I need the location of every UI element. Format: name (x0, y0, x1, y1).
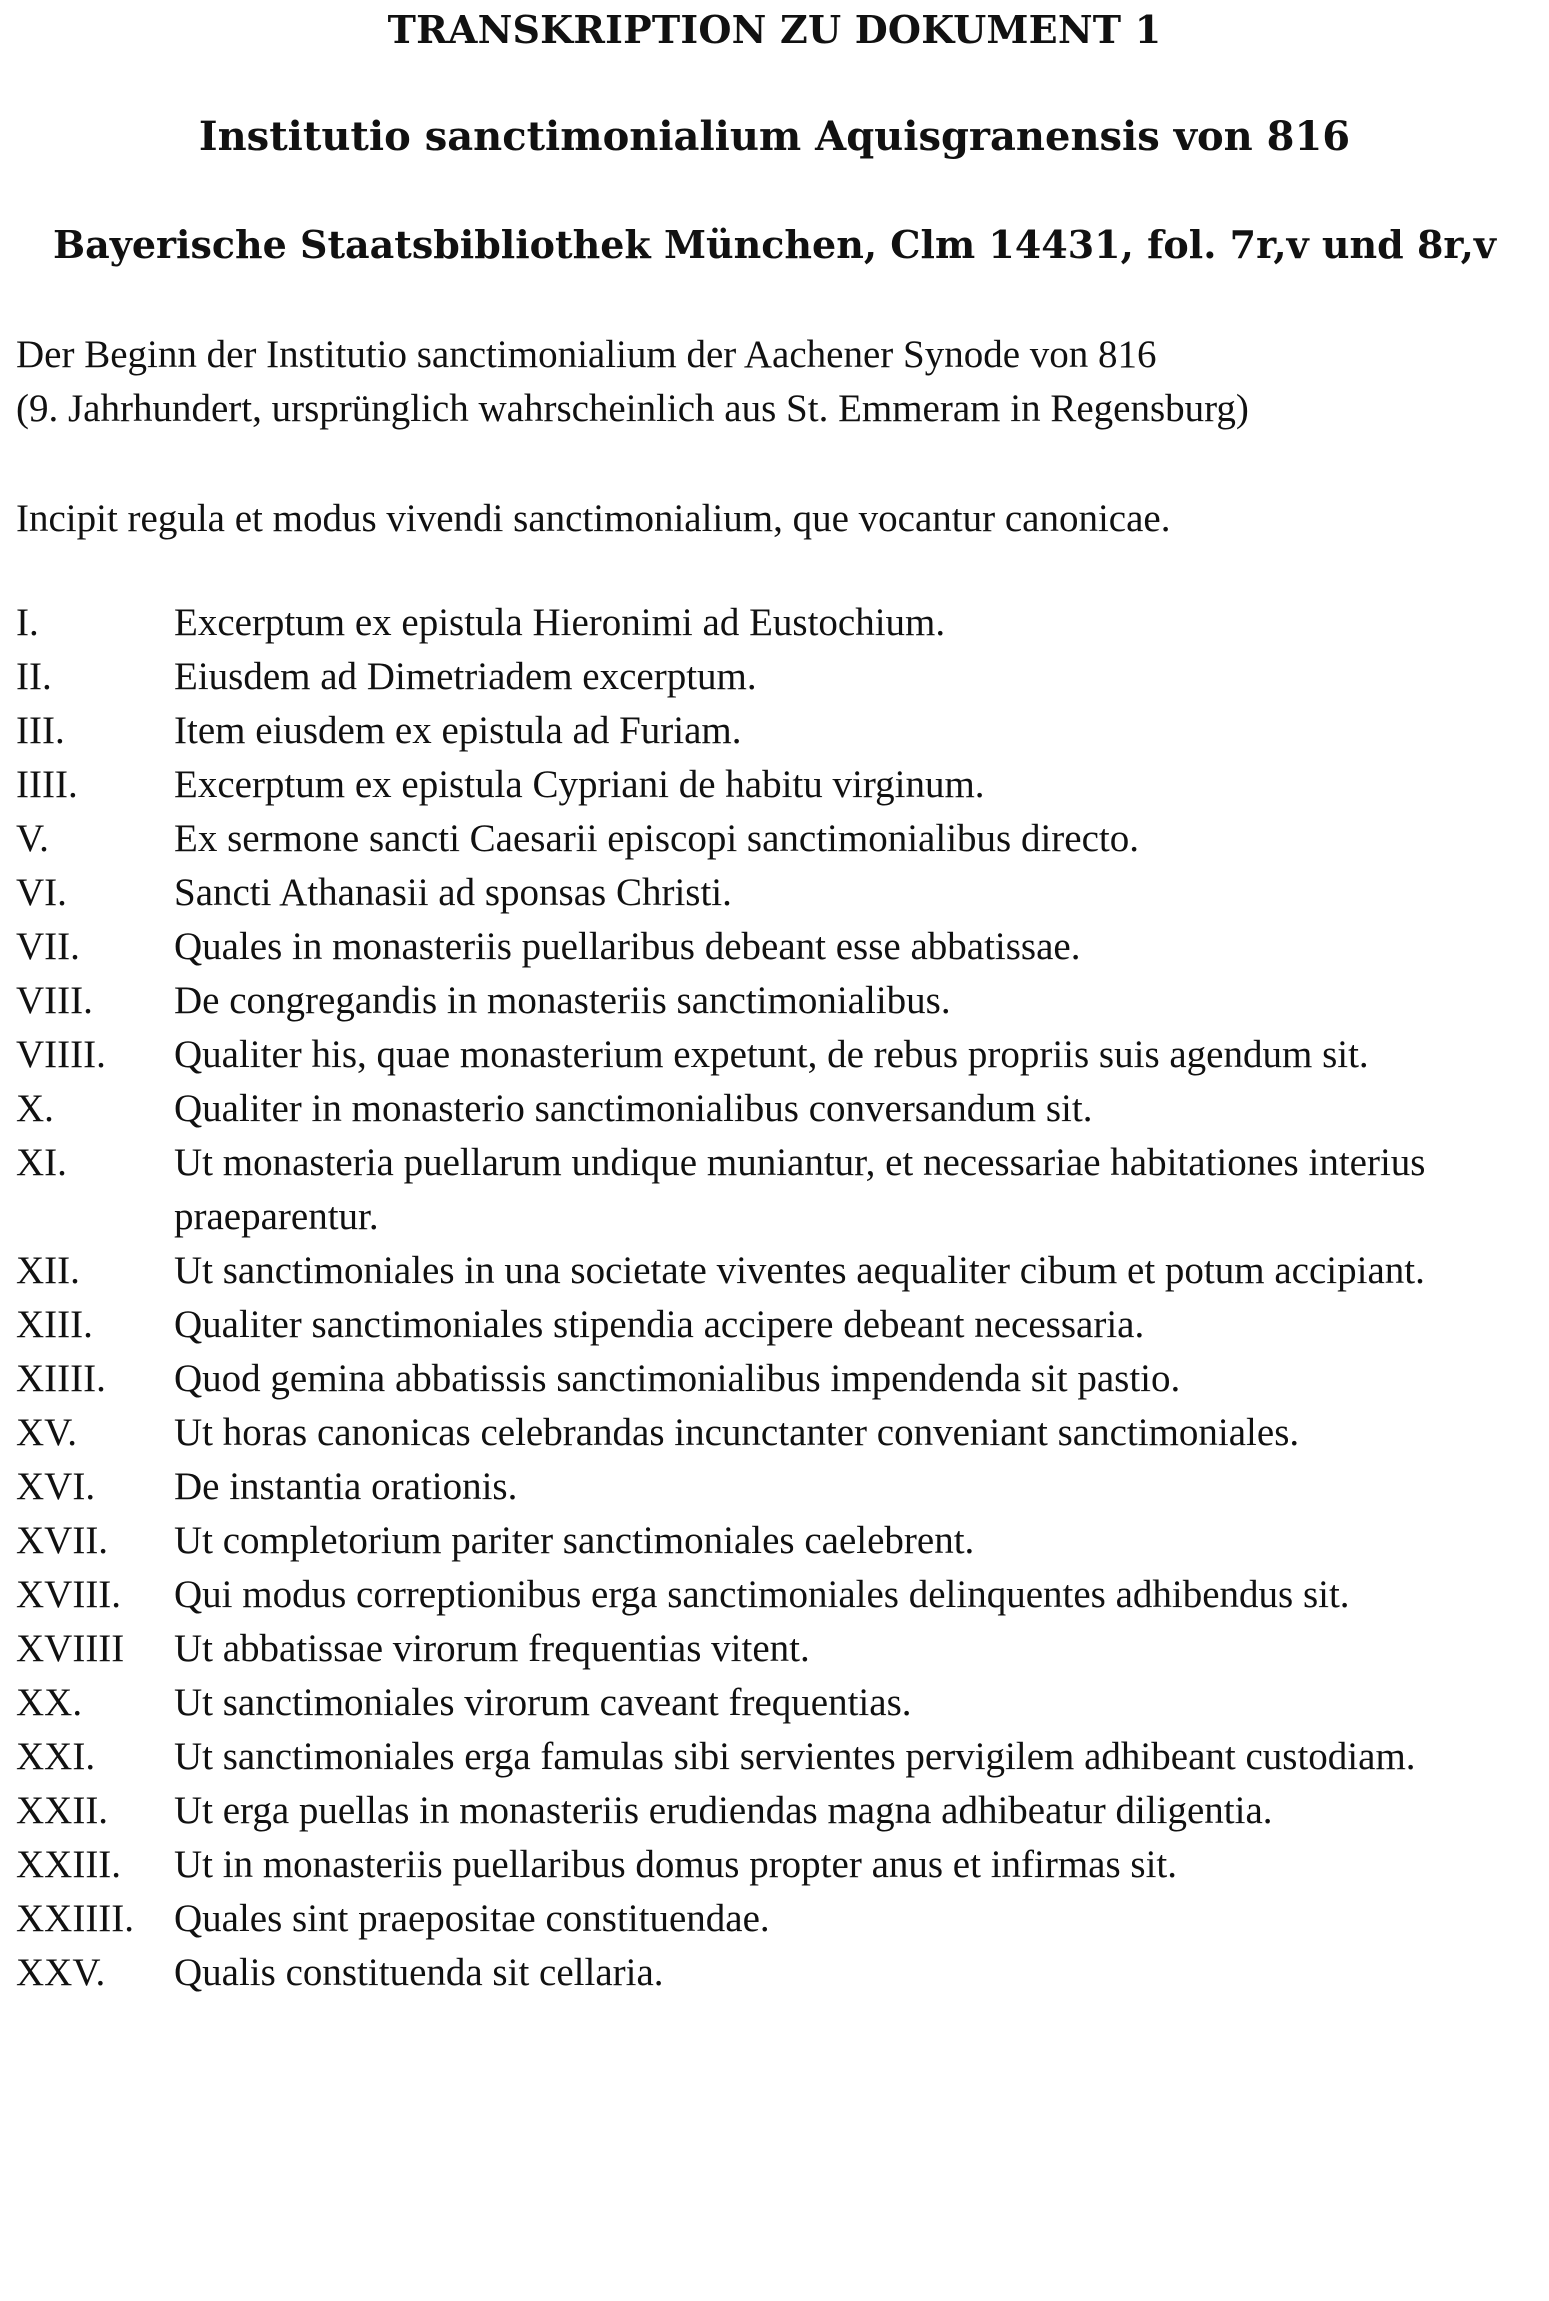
entry-title: Qualiter sanctimoniales stipendia accipere debeant necessaria. (174, 1303, 1145, 1346)
contents-entry (16, 1298, 1536, 1352)
entry-title: Item eiusdem ex epistula ad Furiam. (174, 709, 742, 752)
contents-list (16, 596, 1536, 2000)
contents-entry (16, 812, 1536, 866)
entry-title: Excerptum ex epistula Hieronimi ad Eustochium. (174, 601, 946, 644)
contents-entry (16, 920, 1536, 974)
contents-entry (16, 1568, 1536, 1622)
entry-numeral: XV. (16, 1411, 78, 1454)
entry-title: Ut sanctimoniales virorum caveant frequentias. (174, 1681, 912, 1724)
document-subtitle: Institutio sanctimonialium Aquisgranensis von 816 (198, 113, 1351, 160)
contents-entry (16, 1838, 1536, 1892)
entry-title: Ut horas canonicas celebrandas incunctanter conveniant sanctimoniales. (174, 1411, 1300, 1454)
entry-numeral: XI. (16, 1141, 67, 1184)
intro-paragraph (16, 328, 1536, 436)
entry-title: Ut monasteria puellarum undique muniantur, et necessariae habitationes interius praeparentur. (174, 1141, 1426, 1238)
entry-numeral: VIIII. (16, 1033, 106, 1076)
contents-entry (16, 1622, 1536, 1676)
contents-entry (16, 1676, 1536, 1730)
intro-line-2: (9. Jahrhundert, ursprünglich wahrscheinlich aus St. Emmeram in Regensburg) (16, 387, 1249, 430)
entry-numeral: VIII. (16, 979, 93, 1022)
entry-numeral: XXIIII. (16, 1897, 135, 1940)
entry-title: Quales sint praepositae constituendae. (174, 1897, 770, 1940)
contents-entry (16, 1082, 1536, 1136)
contents-entry (16, 1406, 1536, 1460)
entry-numeral: II. (16, 655, 52, 698)
entry-numeral: IIII. (16, 763, 78, 806)
entry-numeral: XII. (16, 1249, 80, 1292)
contents-entry (16, 1946, 1536, 2000)
entry-title: Eiusdem ad Dimetriadem excerptum. (174, 655, 757, 698)
contents-entry (16, 1028, 1536, 1082)
entry-numeral: VII. (16, 925, 80, 968)
entry-numeral: XXIII. (16, 1843, 122, 1886)
contents-entry (16, 650, 1536, 704)
contents-entry (16, 866, 1536, 920)
entry-numeral: XX. (16, 1681, 83, 1724)
contents-entry (16, 974, 1536, 1028)
entry-numeral: XIIII. (16, 1357, 106, 1400)
entry-title: De congregandis in monasteriis sanctimonialibus. (174, 979, 951, 1022)
entry-numeral: III. (16, 709, 65, 752)
contents-entry (16, 1784, 1536, 1838)
entry-numeral: XXI. (16, 1735, 96, 1778)
entry-title: Ut sanctimoniales in una societate viventes aequaliter cibum et potum accipiant. (174, 1249, 1425, 1292)
entry-numeral: XXV. (16, 1951, 106, 1994)
entry-title: Excerptum ex epistula Cypriani de habitu virginum. (174, 763, 985, 806)
contents-entry (16, 758, 1536, 812)
contents-entry (16, 1730, 1536, 1784)
entry-numeral: VI. (16, 871, 67, 914)
entry-title: Ut erga puellas in monasteriis erudiendas magna adhibeatur diligentia. (174, 1789, 1273, 1832)
entry-title: Ut abbatissae virorum frequentias vitent. (174, 1627, 810, 1670)
contents-entry (16, 1460, 1536, 1514)
entry-numeral: XVII. (16, 1519, 109, 1562)
entry-title: Qualis constituenda sit cellaria. (174, 1951, 664, 1994)
contents-entry (16, 596, 1536, 650)
entry-title: Quales in monasteriis puellaribus debeant esse abbatissae. (174, 925, 1081, 968)
entry-title: Ut sanctimoniales erga famulas sibi servientes pervigilem adhibeant custodiam. (174, 1735, 1416, 1778)
entry-numeral: I. (16, 601, 39, 644)
entry-numeral: XVIIII (16, 1627, 125, 1670)
document-source: Bayerische Staatsbibliothek München, Clm 14431, fol. 7r,v und 8r,v (53, 222, 1496, 267)
entry-title: Ut in monasteriis puellaribus domus propter anus et infirmas sit. (174, 1843, 1178, 1886)
contents-entry (16, 704, 1536, 758)
entry-numeral: V. (16, 817, 49, 860)
contents-entry (16, 1352, 1536, 1406)
entry-numeral: XXII. (16, 1789, 109, 1832)
contents-entry (16, 1514, 1536, 1568)
document-title: TRANSKRIPTION ZU DOKUMENT 1 (387, 7, 1162, 52)
entry-title: Ut completorium pariter sanctimoniales caelebrent. (174, 1519, 975, 1562)
entry-numeral: XVIII. (16, 1573, 122, 1616)
contents-entry (16, 1892, 1536, 1946)
intro-line-1: Der Beginn der Institutio sanctimonialium der Aachener Synode von 816 (16, 333, 1157, 376)
contents-entry (16, 1244, 1536, 1298)
entry-title: Qualiter his, quae monasterium expetunt, de rebus propriis suis agendum sit. (174, 1033, 1369, 1076)
entry-title: De instantia orationis. (174, 1465, 518, 1508)
entry-title: Qui modus correptionibus erga sanctimoniales delinquentes adhibendus sit. (174, 1573, 1350, 1616)
entry-numeral: XVI. (16, 1465, 96, 1508)
entry-numeral: X. (16, 1087, 54, 1130)
entry-title: Ex sermone sancti Caesarii episcopi sanctimonialibus directo. (174, 817, 1139, 860)
entry-title: Qualiter in monasterio sanctimonialibus conversandum sit. (174, 1087, 1093, 1130)
entry-numeral: XIII. (16, 1303, 93, 1346)
incipit-line: Incipit regula et modus vivendi sanctimonialium, que vocantur canonicae. (16, 497, 1171, 540)
contents-entry (16, 1136, 1536, 1244)
entry-title: Quod gemina abbatissis sanctimonialibus impendenda sit pastio. (174, 1357, 1181, 1400)
entry-title: Sancti Athanasii ad sponsas Christi. (174, 871, 732, 914)
